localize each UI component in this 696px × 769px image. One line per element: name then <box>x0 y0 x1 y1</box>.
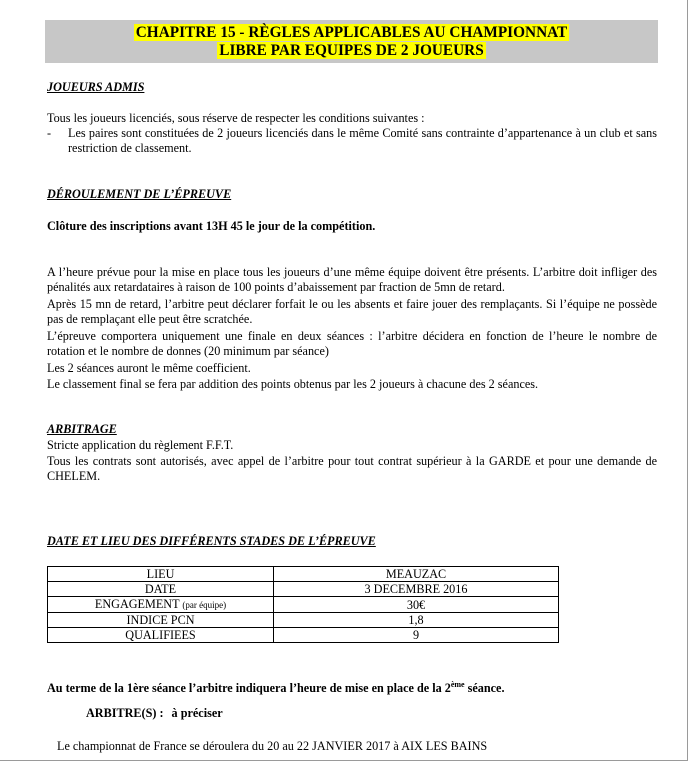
table-cell-note: (par équipe) <box>182 600 227 610</box>
table-cell-value: 3 DECEMBRE 2016 <box>274 582 559 597</box>
joueurs-bullet-text: Les paires sont constituées de 2 joueurs licenciés dans le même Comité sans contrainte d’appartenance à un club et sans restriction de classement. <box>68 126 657 155</box>
arbitre-value: à préciser <box>171 706 223 720</box>
arbitrage-paragraph-1: Stricte application du règlement F.F.T. <box>47 438 234 452</box>
table-cell-label: LIEU <box>48 567 274 582</box>
superscript-eme: ème <box>450 680 465 689</box>
seance-instruction: Au terme de la 1ère séance l’arbitre indiquera l’heure de mise en place de la 2ème séance. <box>47 680 505 695</box>
chapter-title-line-2: LIBRE PAR EQUIPES DE 2 JOUEURS <box>219 42 484 59</box>
bullet-dash: - <box>47 126 52 140</box>
arbitre-label: ARBITRE(S) : <box>86 706 164 720</box>
table-cell-label: ENGAGEMENT (par équipe) <box>48 597 274 613</box>
table-cell-value: MEAUZAC <box>274 567 559 582</box>
joueurs-intro: Tous les joueurs licenciés, sous réserve de respecter les conditions suivantes : <box>47 111 425 125</box>
deroulement-paragraph-1: A l’heure prévue pour la mise en place tous les joueurs d’une même équipe doivent être présents. L’arbitre doit infliger des pénalités aux retardataires à raison de 100 points d’abaissement par fraction de 5mn de retard. <box>47 265 657 294</box>
championnat-france-note: Le championnat de France se déroulera du 20 au 22 JANVIER 2017 à AIX LES BAINS <box>57 739 488 753</box>
table-cell-label: QUALIFIEES <box>48 628 274 643</box>
page-border-bottom <box>0 760 688 761</box>
table-row <box>48 567 559 582</box>
section-heading-joueurs: JOUEURS ADMIS <box>47 80 145 94</box>
table-row <box>48 597 559 613</box>
table-cell-value: 9 <box>274 628 559 643</box>
chapter-title-banner <box>45 20 658 63</box>
table-cell-label: INDICE PCN <box>48 613 274 628</box>
page-border-right <box>687 0 688 760</box>
table-row <box>48 582 559 597</box>
arbitrage-paragraph-2: Tous les contrats sont autorisés, avec appel de l’arbitre pour tout contrat supérieur à la GARDE et pour une demande de CHELEM. <box>47 454 657 483</box>
section-heading-deroulement: DÉROULEMENT DE L’ÉPREUVE <box>47 187 232 201</box>
deroulement-cloture: Clôture des inscriptions avant 13H 45 le jour de la compétition. <box>47 219 376 233</box>
deroulement-paragraph-5: Le classement final se fera par addition des points obtenus par les 2 joueurs à chacune des 2 séances. <box>47 377 539 391</box>
table-row <box>48 613 559 628</box>
table-cell-value: 30€ <box>274 597 559 613</box>
deroulement-paragraph-4: Les 2 séances auront le même coefficient. <box>47 361 251 375</box>
deroulement-paragraph-2: Après 15 mn de retard, l’arbitre peut déclarer forfait le ou les absents et faire jouer des remplaçants. Si l’équipe ne possède pas de remplaçant elle peut être scratchée. <box>47 297 657 326</box>
chapter-title-line-1: CHAPITRE 15 - RÈGLES APPLICABLES AU CHAMPIONNAT <box>135 24 568 41</box>
stages-table <box>47 566 559 643</box>
deroulement-paragraph-3: L’épreuve comportera uniquement une finale en deux séances : l’arbitre décidera en fonction de l’heure le nombre de rotation et le nombre de donnes (20 minimum par séance) <box>47 329 657 358</box>
joueurs-bullet <box>47 126 657 156</box>
table-cell-label: DATE <box>48 582 274 597</box>
section-heading-dates: DATE ET LIEU DES DIFFÉRENTS STADES DE L’ÉPREUVE <box>47 534 376 548</box>
table-cell-value: 1,8 <box>274 613 559 628</box>
table-row <box>48 628 559 643</box>
arbitre-line <box>86 706 486 721</box>
section-heading-arbitrage: ARBITRAGE <box>47 422 117 436</box>
